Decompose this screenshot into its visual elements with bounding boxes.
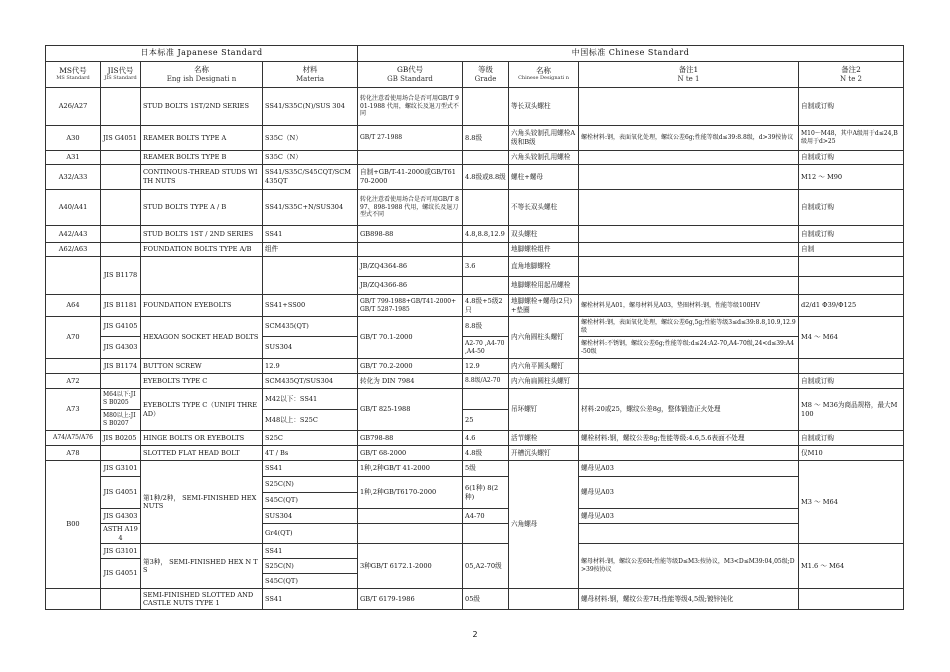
chinese-name-cell: 螺柱+螺母 <box>509 165 579 190</box>
jis-code-cell <box>101 446 141 461</box>
note1-cell: 螺母见A03 <box>579 509 799 524</box>
english-name-cell: STUD BOLTS TYPE A / B <box>141 190 263 226</box>
col-header-note1: 备注1 N te 1 <box>579 62 799 88</box>
gb-code-cell <box>358 509 463 524</box>
grade-cell <box>463 243 509 257</box>
english-name-cell: SEMI-FINISHED SLOTTED AND CASTLE NUTS TYPE 1 <box>141 589 263 610</box>
note1-cell: 螺母见A03 <box>579 461 799 477</box>
note2-cell: M1.6 ～ M64 <box>799 544 904 589</box>
chinese-name-cell: 双头螺柱 <box>509 226 579 243</box>
ms-code-cell: A74/A75/A76 <box>46 431 101 446</box>
japanese-standard-group-header: 日本标准 Japanese Standard <box>46 46 358 62</box>
jis-code-cell: JIS B0205 <box>101 431 141 446</box>
jis-code-cell <box>101 589 141 610</box>
gb-code-cell: JB/ZQ4364-86 <box>358 257 463 277</box>
grade-cell: 25 <box>463 410 509 431</box>
note2-cell: 自制或订购 <box>799 151 904 165</box>
jis-code-cell <box>101 190 141 226</box>
material-cell: SS41+SS00 <box>263 295 358 317</box>
gb-code-cell: JB/ZQ4366-86 <box>358 277 463 295</box>
gb-code-cell: GB/T 68-2000 <box>358 446 463 461</box>
gb-code-cell: 1种,2种GB/T 41-2000 <box>358 461 463 477</box>
grade-cell: 8.8级 <box>463 317 509 337</box>
material-cell: SUS304 <box>263 337 358 359</box>
table-row <box>46 257 904 277</box>
jis-code-cell <box>101 151 141 165</box>
material-cell: SS41 <box>263 461 358 477</box>
note1-cell: 螺母材料:钢，螺纹公差6H;性能等级D≤M3:按协议，M3<D≤M39:04,05级;D>39按协议 <box>579 544 799 589</box>
jis-code-cell: JIS G4051 <box>101 559 141 589</box>
gb-code-cell: GB798-88 <box>358 431 463 446</box>
note1-cell <box>579 243 799 257</box>
gb-code-cell: GB/T 799-1988+GB/T41-2000+GB/T 5287-1985 <box>358 295 463 317</box>
material-cell: S35C（N） <box>263 151 358 165</box>
note1-cell <box>579 277 799 295</box>
col-header-ms: MS代号 MS Standard <box>46 62 101 88</box>
chinese-name-cell: 内六角平圆头螺钉 <box>509 359 579 374</box>
grade-cell: 8.8级 <box>463 126 509 151</box>
english-name-cell: REAMER BOLTS TYPE B <box>141 151 263 165</box>
english-name-cell: EYEBOLTS TYPE C（UNIFI THREAD） <box>141 389 263 431</box>
material-cell: SS41 <box>263 589 358 610</box>
jis-code-cell: M64以下:JIS B0205 <box>101 389 141 410</box>
jis-code-cell: JIS G4051 <box>101 126 141 151</box>
table-row <box>46 431 904 446</box>
jis-code-cell: JIS B1178 <box>101 257 141 295</box>
grade-cell: 4.6 <box>463 431 509 446</box>
english-name-cell: 第1种/2种， SEMI-FINISHED HEX NUTS <box>141 461 263 544</box>
chinese-name-cell: 等长双头螺柱 <box>509 88 579 126</box>
ms-code-cell: A26/A27 <box>46 88 101 126</box>
gb-code-cell <box>358 524 463 544</box>
table-row <box>46 226 904 243</box>
note1-cell: 螺栓材料:钢，螺纹公差8g;性能等级:4.6,5.6表面不处理 <box>579 431 799 446</box>
jis-code-cell: JIS G3101 <box>101 461 141 477</box>
chinese-name-cell: 内六角扁圆柱头螺钉 <box>509 374 579 389</box>
english-name-cell: EYEBOLTS TYPE C <box>141 374 263 389</box>
jis-code-cell <box>101 88 141 126</box>
english-name-cell: HINGE BOLTS OR EYEBOLTS <box>141 431 263 446</box>
table-row <box>46 359 904 374</box>
grade-cell: 4.8,8.8,12.9 <box>463 226 509 243</box>
material-cell: SS41 <box>263 544 358 559</box>
chinese-name-cell: 活节螺栓 <box>509 431 579 446</box>
table-row <box>46 126 904 151</box>
chinese-name-cell: 六角头铰制孔用螺栓A级和B级 <box>509 126 579 151</box>
jis-code-cell: JIS G4303 <box>101 337 141 359</box>
gb-code-cell <box>358 151 463 165</box>
english-name-cell: FOUNDATION EYEBOLTS <box>141 295 263 317</box>
grade-cell: 6(1种) 8(2种) <box>463 477 509 509</box>
gb-code-cell <box>358 243 463 257</box>
english-name-cell: STUD BOLTS 1ST/2ND SERIES <box>141 88 263 126</box>
material-cell: SS41/S35C+N/SUS304 <box>263 190 358 226</box>
ms-code-cell: A78 <box>46 446 101 461</box>
grade-cell: 05级 <box>463 589 509 610</box>
page-number: 2 <box>472 630 478 639</box>
material-cell: 4T / Bs <box>263 446 358 461</box>
note1-cell <box>579 226 799 243</box>
material-cell: 组件 <box>263 243 358 257</box>
col-header-material: 材料 Materia <box>263 62 358 88</box>
english-name-cell: CONTINOUS-THREAD STUDS WITH NUTS <box>141 165 263 190</box>
chinese-standard-group-header: 中国标准 Chinese Standard <box>358 46 904 62</box>
ms-code-cell: A73 <box>46 389 101 431</box>
material-cell: Gr4(QT) <box>263 524 358 544</box>
table-row <box>46 243 904 257</box>
table-row <box>46 374 904 389</box>
material-cell: S45C(QT) <box>263 493 358 509</box>
note2-cell <box>799 359 904 374</box>
chinese-name-cell: 地脚螺栓组件 <box>509 243 579 257</box>
gb-code-cell: GB898-88 <box>358 226 463 243</box>
table-row <box>46 165 904 190</box>
english-name-cell: HEXAGON SOCKET HEAD BOLTS <box>141 317 263 359</box>
ms-code-cell: A42/A43 <box>46 226 101 243</box>
jis-code-cell <box>101 374 141 389</box>
material-cell: S35C（N） <box>263 126 358 151</box>
material-cell <box>263 257 358 295</box>
note2-cell: 自制 <box>799 243 904 257</box>
jis-code-cell: JIS G4303 <box>101 509 141 524</box>
note2-cell <box>799 277 904 295</box>
note1-cell: 螺栓材料:钢，表面氧化处理，螺纹公差6g,5g;性能等级3≤d≤39:8.8,10.9,12.9级 <box>579 317 799 337</box>
grade-cell: 8.8级/A2-70 <box>463 374 509 389</box>
jis-code-cell: JIS G4051 <box>101 477 141 509</box>
grade-cell: 4.8级+5级2只 <box>463 295 509 317</box>
col-header-english-name: 名称 Eng ish Designati n <box>141 62 263 88</box>
note2-cell: 自制或订购 <box>799 226 904 243</box>
english-name-cell: SLOTTED FLAT HEAD BOLT <box>141 446 263 461</box>
chinese-name-cell: 内六角圆柱头螺钉 <box>509 317 579 359</box>
gb-code-cell: 3种GB/T 6172.1-2000 <box>358 544 463 589</box>
material-cell: SS41/S35C/S45CQT/SCM435QT <box>263 165 358 190</box>
jis-code-cell: JIS B1181 <box>101 295 141 317</box>
note2-cell <box>799 589 904 610</box>
col-header-note2: 备注2 N te 2 <box>799 62 904 88</box>
chinese-name-cell: 直角地脚螺栓 <box>509 257 579 277</box>
note1-cell: 螺栓材料:不锈钢，螺纹公差6g;性能等级:d≤24:A2-70,A4-70级,24<d≤39:A4-50级 <box>579 337 799 359</box>
grade-cell <box>463 151 509 165</box>
note1-cell: 螺母见A03 <box>579 477 799 509</box>
gb-code-cell: GB/T 6179-1986 <box>358 589 463 610</box>
gb-code-cell: GB/T 70.2-2000 <box>358 359 463 374</box>
grade-cell: A2-70 ,A4-70 ,A4-50 <box>463 337 509 359</box>
table-row <box>46 190 904 226</box>
grade-cell <box>463 389 509 410</box>
material-cell: M48以上：S25C <box>263 410 358 431</box>
note2-cell: M10～M48，其中A级用于d≤24,B级用于d>25 <box>799 126 904 151</box>
gb-code-cell: 转化为 DIN 7984 <box>358 374 463 389</box>
ms-code-cell <box>46 257 101 295</box>
chinese-name-cell: 六角螺母 <box>509 461 579 589</box>
gb-code-cell: GB/T 27-1988 <box>358 126 463 151</box>
ms-code-cell: A64 <box>46 295 101 317</box>
note1-cell <box>579 446 799 461</box>
english-name-cell: 第3种， SEMI-FINISHED HEX N TS <box>141 544 263 589</box>
table-row <box>46 544 904 559</box>
gb-code-cell: 转化注意看使用场合是否可用GB/T 901-1988 代用，螺纹长及退刀型式不同 <box>358 88 463 126</box>
table-row <box>46 151 904 165</box>
grade-cell: 4.8级或8.8级 <box>463 165 509 190</box>
chinese-name-cell: 开槽沉头螺钉 <box>509 446 579 461</box>
ms-code-cell: A70 <box>46 317 101 359</box>
english-name-cell: REAMER BOLTS TYPE A <box>141 126 263 151</box>
chinese-name-cell: 地脚螺栓用起吊螺栓 <box>509 277 579 295</box>
gb-code-cell: GB/T 70.1-2000 <box>358 317 463 359</box>
grade-cell: 12.9 <box>463 359 509 374</box>
note1-cell: 螺栓材料见A01，螺母材料见A03，垫圈材料:钢，性能等级100HV <box>579 295 799 317</box>
note2-cell: M8 ～ M36为商品规格，最大M100 <box>799 389 904 431</box>
note1-cell <box>579 151 799 165</box>
material-cell: SS41/S35C(N)/SUS 304 <box>263 88 358 126</box>
grade-cell <box>463 277 509 295</box>
jis-code-cell <box>101 226 141 243</box>
material-cell: M42以下：SS41 <box>263 389 358 410</box>
table-row <box>46 295 904 317</box>
grade-cell: 05,A2-70级 <box>463 544 509 589</box>
grade-cell: 3.6 <box>463 257 509 277</box>
ms-code-cell: A62/A63 <box>46 243 101 257</box>
jis-code-cell <box>101 165 141 190</box>
col-header-grade: 等级 Grade <box>463 62 509 88</box>
material-cell: S25C <box>263 431 358 446</box>
note2-cell: 自制或订购 <box>799 374 904 389</box>
jis-code-cell: JIS B1174 <box>101 359 141 374</box>
grade-cell: 4.8级 <box>463 446 509 461</box>
fastener-standards-table <box>45 45 904 610</box>
chinese-name-cell: 吊环螺钉 <box>509 389 579 431</box>
note1-cell <box>579 374 799 389</box>
ms-code-cell: A30 <box>46 126 101 151</box>
note1-cell <box>579 88 799 126</box>
note1-cell <box>579 257 799 277</box>
ms-code-cell <box>46 589 101 610</box>
note2-cell: M4 ～ M64 <box>799 317 904 359</box>
jis-code-cell: JIS G3101 <box>101 544 141 559</box>
chinese-name-cell <box>509 589 579 610</box>
table-row <box>46 88 904 126</box>
ms-code-cell: A32/A33 <box>46 165 101 190</box>
note2-cell: M12 ～ M90 <box>799 165 904 190</box>
material-cell: S25C(N) <box>263 559 358 574</box>
ms-code-cell: A72 <box>46 374 101 389</box>
chinese-name-cell: 不等长双头螺柱 <box>509 190 579 226</box>
material-cell: SCM435(QT) <box>263 317 358 337</box>
note1-cell <box>579 359 799 374</box>
english-name-cell <box>141 257 263 295</box>
ms-code-cell <box>46 359 101 374</box>
note1-cell: 材料:20或25，螺纹公差8g，整体锻造正火处理 <box>579 389 799 431</box>
note2-cell <box>799 257 904 277</box>
note1-cell: 螺栓材料:钢，表面氧化处理，螺纹公差6g;性能等级d≤39:8.8级，d>39按协议 <box>579 126 799 151</box>
english-name-cell: BUTTON SCREW <box>141 359 263 374</box>
jis-code-cell <box>101 243 141 257</box>
grade-cell <box>463 88 509 126</box>
material-cell: SUS304 <box>263 509 358 524</box>
note2-cell: 自制或订购 <box>799 88 904 126</box>
gb-code-cell: 转化注意看使用场合是否可用GB/T 897、898-1988 代用，螺纹长及退刀型式不同 <box>358 190 463 226</box>
table-row <box>46 317 904 337</box>
jis-code-cell: JIS G4105 <box>101 317 141 337</box>
grade-cell <box>463 524 509 544</box>
note1-cell <box>579 524 799 544</box>
jis-code-cell: M80以上:JIS B0207 <box>101 410 141 431</box>
table-row <box>46 389 904 410</box>
english-name-cell: STUD BOLTS 1ST / 2ND SERIES <box>141 226 263 243</box>
grade-cell: 5级 <box>463 461 509 477</box>
note2-cell: M3 ～ M64 <box>799 461 904 544</box>
note2-cell: d2/d1 Φ39/Φ125 <box>799 295 904 317</box>
gb-code-cell: 1种,2种GB/T6170-2000 <box>358 477 463 509</box>
ms-code-cell: A31 <box>46 151 101 165</box>
table-row <box>46 589 904 610</box>
note1-cell <box>579 165 799 190</box>
grade-cell <box>463 190 509 226</box>
ms-code-cell: B00 <box>46 461 101 589</box>
col-header-jis: JIS代号 JIS Standard <box>101 62 141 88</box>
note1-cell <box>579 190 799 226</box>
note2-cell: 自制或订购 <box>799 190 904 226</box>
col-header-chinese-name: 名称 Chinese Designati n <box>509 62 579 88</box>
note2-cell: 仅M10 <box>799 446 904 461</box>
ms-code-cell: A40/A41 <box>46 190 101 226</box>
note1-cell: 螺母材料:钢，螺纹公差7H;性能等级4,5级;镀锌钝化 <box>579 589 799 610</box>
col-header-gb: GB代号 GB Standard <box>358 62 463 88</box>
material-cell: 12.9 <box>263 359 358 374</box>
gb-code-cell: GB/T 825-1988 <box>358 389 463 431</box>
table-row <box>46 446 904 461</box>
material-cell: S45C(QT) <box>263 574 358 589</box>
table-row <box>46 461 904 477</box>
grade-cell: A4-70 <box>463 509 509 524</box>
material-cell: SS41 <box>263 226 358 243</box>
material-cell: S25C(N) <box>263 477 358 493</box>
jis-code-cell: ASTH A194 <box>101 524 141 544</box>
chinese-name-cell: 六角头铰制孔用螺栓 <box>509 151 579 165</box>
note2-cell: 自制或订购 <box>799 431 904 446</box>
english-name-cell: FOUNDATION BOLTS TYPE A/B <box>141 243 263 257</box>
gb-code-cell: 自制+GB/T-41-2000或GB/T6170-2000 <box>358 165 463 190</box>
material-cell: SCM435QT/SUS304 <box>263 374 358 389</box>
chinese-name-cell: 地脚螺栓+螺母(2只)+垫圈 <box>509 295 579 317</box>
